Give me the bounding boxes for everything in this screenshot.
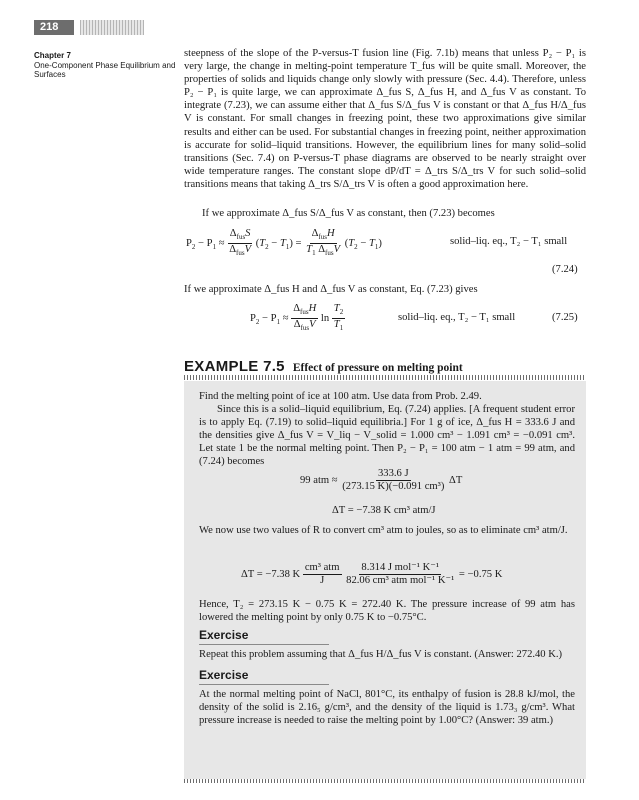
header-decoration xyxy=(80,20,144,35)
example-paragraph: Since this is a solid–liquid equilibrium, Eq. (7.24) applies. [A frequent student error is to apply Eq. (7.19) to solid–liquid equilibria.] For 1 g of ice, Δ_fus H = 333.6 J and the densities give Δ_fus V = V_liq − V_solid = 1.000 cm³ − 1.091 cm³ = −0.091 cm³. Let state 1 be the normal melting point. Then P₂ − P₁ = 100 atm − 1 atm = 99 atm, and (7.24) becomes xyxy=(199,404,575,468)
eq3-fraction1-num: cm³ atm xyxy=(304,562,340,573)
example-paragraph-2 xyxy=(199,524,575,537)
example-intro xyxy=(199,390,575,469)
example-equation-1 xyxy=(300,468,462,493)
equation-7-25: $P_2 - P_1$ ≈ $\frac{\Delta_{fus}H}{\Delta_{fus}V}$ ln $\frac{T_2}{T_1}$ xyxy=(250,303,344,333)
equation-7-25-condition: solid–liq. eq., T₂ − T₁ small xyxy=(398,312,516,323)
example-paragraph: Hence, T₂ = 273.15 K − 0.75 K = 272.40 K. The pressure increase of 99 atm has lowered the melting point by only 0.75 K to −0.75°C. xyxy=(199,599,575,624)
example-header xyxy=(184,358,586,376)
exercise-1-rule xyxy=(199,644,329,645)
example-line: Find the melting point of ice at 100 atm. Use data from Prob. 2.49. xyxy=(199,391,482,402)
chapter-label: Chapter 7 xyxy=(34,51,71,60)
example-equation-2: ΔT = −7.38 K cm³ atm/J xyxy=(332,505,436,516)
body-paragraph-1 xyxy=(184,47,586,191)
paragraph-text: If we approximate Δ_fus S/Δ_fus V as constant, then (7.23) becomes xyxy=(202,208,495,219)
exercise-1-body xyxy=(199,648,575,661)
page-number: 218 xyxy=(34,20,74,35)
exercise-2-heading: Exercise xyxy=(199,668,249,682)
body-paragraph-3 xyxy=(184,283,586,296)
chapter-title: One-Component Phase Equilibrium and Surfaces xyxy=(34,60,176,79)
chapter-sidebar xyxy=(34,51,176,80)
eq1-rhs: ΔT xyxy=(449,474,463,486)
example-equation-3 xyxy=(241,562,502,587)
eq3-fraction2-num: 8.314 J mol⁻¹ K⁻¹ xyxy=(361,562,439,573)
example-label: EXAMPLE 7.5 xyxy=(184,358,285,375)
exercise-text: At the normal melting point of NaCl, 801°C, its enthalpy of fusion is 28.8 kJ/mol, the density of the solid is 2.16₅ g/cm³, and the density of the liquid is 1.73₃ g/cm³. What pressure increase is needed to raise the melting point by 1.00°C? (Answer: 39 atm.) xyxy=(199,689,575,727)
exercise-2-rule xyxy=(199,684,329,685)
example-paragraph: We now use two values of R to convert cm³ atm to joules, so as to eliminate cm³ atm/J. xyxy=(199,525,568,536)
eq3-lhs: ΔT = −7.38 K xyxy=(241,568,301,580)
eq1-lhs: 99 atm ≈ xyxy=(300,474,338,486)
equation-7-24-condition: solid–liq. eq., T₂ − T₁ small xyxy=(450,236,568,247)
eq3-rhs: = −0.75 K xyxy=(458,568,503,580)
paragraph-text: steepness of the slope of the P-versus-T fusion line (Fig. 7.1b) means that unless P₂ − P₁ is very large, the change in melting-point temperature T_fus will be quite small. Moreover, the properties of solids and liquids change only slowly with pressure (Sec. 4.4). Therefore, unless P₂ − P₁ is quite large, we can approximate Δ_fus S, Δ_fus H, and Δ_fus V as constant. To integrate (7.23), we can assume either that Δ_fus S/Δ_fus V is constant or that Δ_fus H/Δ_fus V is constant. For small changes in freezing point, these two approximations give similar results and either can be used. For substantial changes in freezing point, neither approximation is accurate for solid–liquid transitions. However, the equilibrium lines for many solid–solid transitions (Sec. 7.4) on P-versus-T phase diagrams are observed to be nearly straight over wide temperature ranges. The constant slope dP/dT = Δ_trs S/Δ_trs V for such solid–solid transitions means that taking Δ_trs S/Δ_trs V is often a good approximation here. xyxy=(184,48,586,190)
exercise-2-body xyxy=(199,688,575,727)
equation-7-24: $P_2 - P_1$ ≈ $\frac{\Delta_{fus}S}{\Delta_{fus}V}$ $(T_2 - T_1)$ = $\frac{\Delta_{fus}H}{T_1 \Delta_{fus}V}$ $(T_2 - T_1)$ xyxy=(186,228,382,258)
example-rule xyxy=(184,375,586,380)
example-bottom-rule xyxy=(184,779,586,783)
example-title: Effect of pressure on melting point xyxy=(292,362,463,374)
paragraph-text: If we approximate Δ_fus H and Δ_fus V as constant, Eq. (7.23) gives xyxy=(184,284,478,295)
equation-7-24-number: (7.24) xyxy=(552,264,578,275)
eq1-numerator: 333.6 J xyxy=(378,468,409,479)
body-paragraph-2 xyxy=(184,207,586,220)
example-paragraph-3 xyxy=(199,598,575,624)
exercise-text: Repeat this problem assuming that Δ_fus H/Δ_fus V is constant. (Answer: 272.40 K.) xyxy=(199,649,563,660)
eq3-fraction2-den: 82.06 cm³ atm mol⁻¹ K⁻¹ xyxy=(346,575,455,586)
eq3-fraction1-den: J xyxy=(320,575,325,586)
equation-7-25-number: (7.25) xyxy=(552,312,578,323)
exercise-1-heading: Exercise xyxy=(199,628,249,642)
eq1-denominator: (273.15 K)(−0.091 cm³) xyxy=(342,481,445,492)
